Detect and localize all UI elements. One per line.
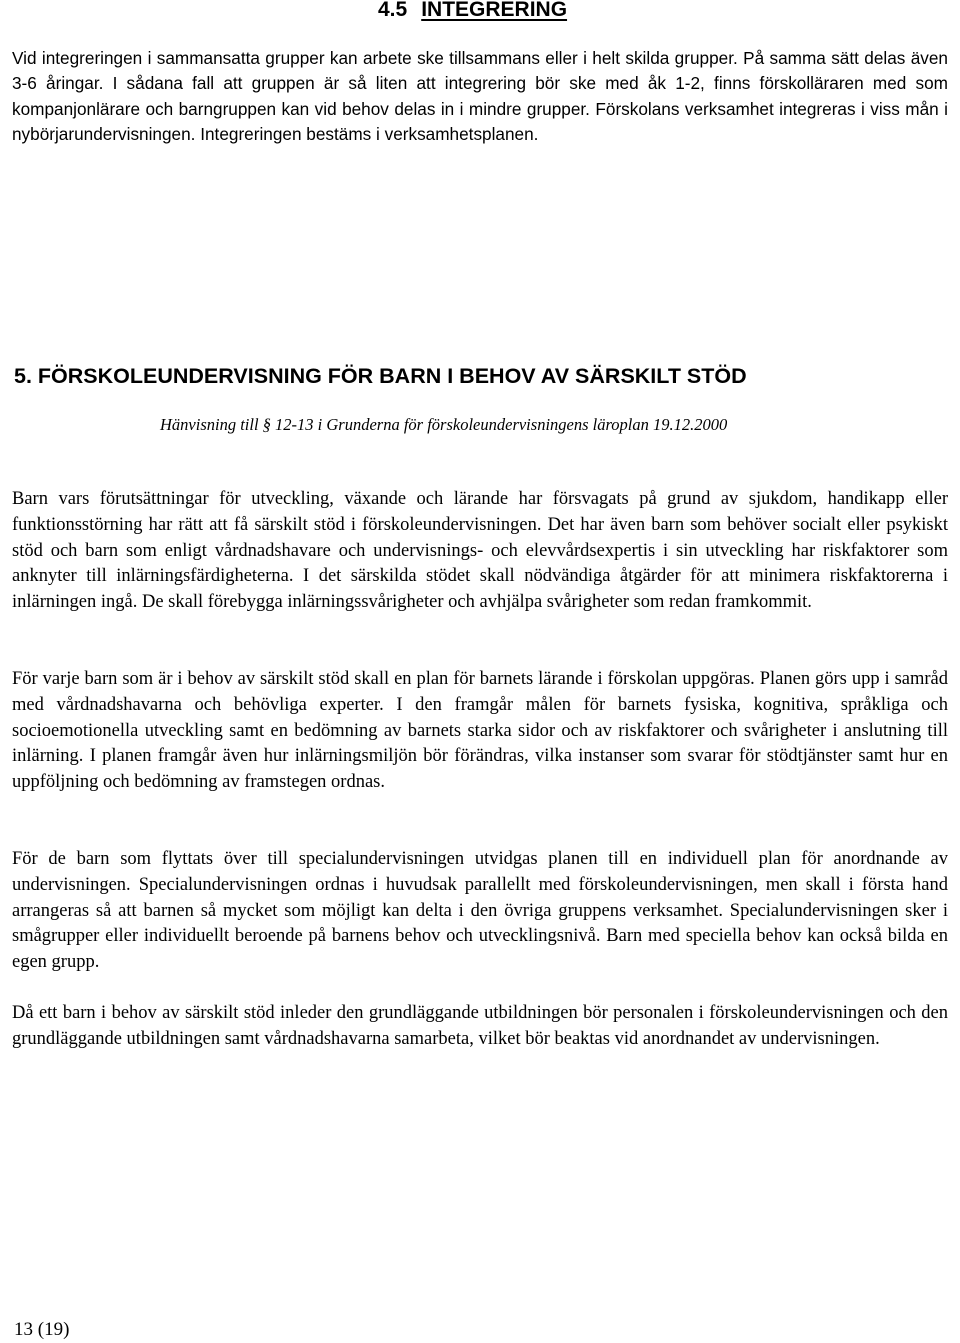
curriculum-reference: Hänvisning till § 12-13 i Grunderna för förskoleundervisningens läroplan 19.12.2000 xyxy=(160,415,728,434)
paragraph-special-education: För de barn som flyttats över till specialundervisningen utvidgas planen till en individuell plan för anordnande av undervisningen. Specialundervisningen ordnas i huvudsak parallellt med förskoleundervisningen, men skall i första hand arrangeras så att barnen så mycket som möjligt kan delta i den övriga gruppens verksamhet. Specialundervisningen sker i smågrupper eller individuellt beroende på barnens behov och utvecklingsnivå. Barn med speciella behov kan också bilda en egen grupp. xyxy=(12,849,948,973)
section-heading-integrering xyxy=(378,0,567,24)
integration-paragraph: Vid integreringen i sammansatta grupper kan arbete ske tillsammans eller i helt skilda grupper. På samma sätt delas även 3-6 åringar. I sådana fall att gruppen är så liten att integrering bör ske med åk 1-2, finns förskolläraren med som kompanjonlärare och barngruppen kan vid behov delas in i mindre grupper. Förskolans verksamhet integreras i viss mån i nybörjarundervisningen. Integreringen bestäms i verksamhetsplanen. xyxy=(12,48,948,145)
page-number: 13 (19) xyxy=(14,1319,70,1340)
section-number: 4.5 xyxy=(378,0,408,21)
section-heading-special-support: 5. FÖRSKOLEUNDERVISNING FÖR BARN I BEHOV AV SÄRSKILT STÖD xyxy=(14,364,747,388)
paragraph-support-rights: Barn vars förutsättningar för utveckling, växande och lärande har försvagats på grund av sjukdom, handikapp eller funktionsstörning har rätt att få särskilt stöd i förskoleundervisningen. Det har även barn som behöver socialt eller psykiskt stöd och barn som enligt vårdnadshavare och undervisnings- och elevvårdsexpertis i sin utveckling har riskfaktorer som anknyter till inlärningsfärdigheterna. I det särskilda stödet skall nödvändiga åtgärder för att minimera riskfaktorerna i inlärningen ingå. De skall förebygga inlärningssvårigheter och avhjälpa svårigheter som redan framkommit. xyxy=(12,489,948,613)
section-title: INTEGRERING xyxy=(421,0,568,21)
paragraph-transition: Då ett barn i behov av särskilt stöd inleder den grundläggande utbildningen bör personalen i förskoleundervisningen och den grundläggande utbildningen samt vårdnadshavarna samarbeta, vilket bör beaktas vid anordnandet av undervisningen. xyxy=(12,1003,948,1049)
paragraph-learning-plan: För varje barn som är i behov av särskilt stöd skall en plan för barnets lärande i förskolan uppgöras. Planen görs upp i samråd med vårdnadshavarna och behövliga experter. I den framgår målen för barnets fysiska, kognitiva, språkliga och socioemotionella utveckling samt en bedömning av barnets starka sidor och av riskfaktorer och svårigheter i anslutning till inlärning. I planen framgår även hur inlärningsmiljön bör förändras, vilka instanser som svarar för stödtjänster samt hur en uppföljning och bedömning av framstegen ordnas. xyxy=(12,669,948,793)
